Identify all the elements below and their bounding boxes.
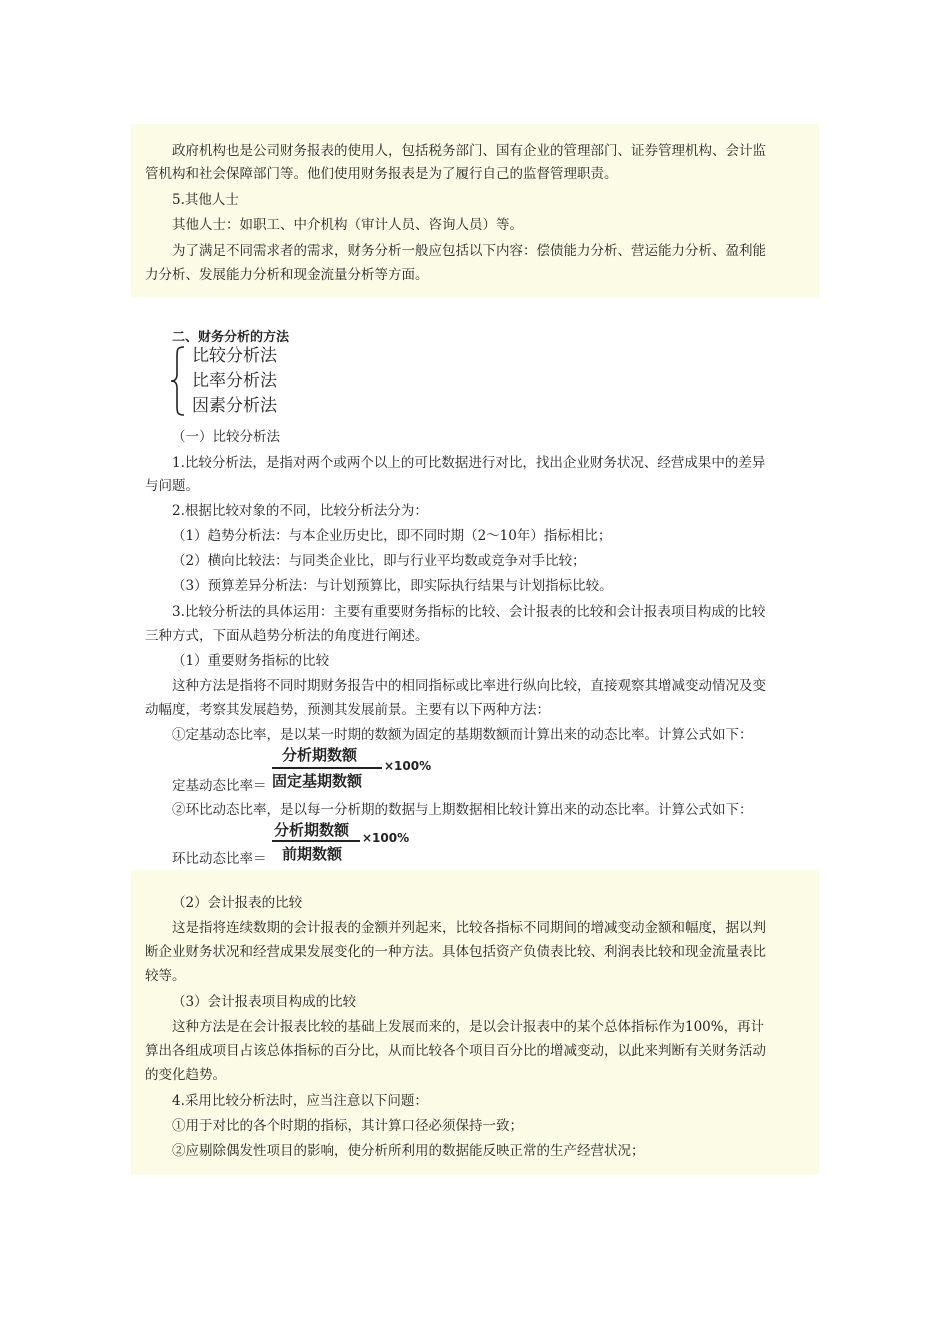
formula-chain-denominator: 前期数额 bbox=[282, 845, 343, 863]
paragraph-government-cont: 管机构和社会保障部门等。他们使用财务报表是为了履行自己的监督管理职责。 bbox=[145, 166, 618, 182]
formula-chain-bar bbox=[272, 840, 360, 842]
paragraph-types: 2.根据比较对象的不同，比较分析法分为： bbox=[172, 503, 428, 519]
subheading-statement-comparison: （2）会计报表的比较 bbox=[172, 895, 303, 911]
formula-chain-multiplier: ×100% bbox=[362, 831, 410, 845]
paragraph-item-composition-cont2: 的变化趋势。 bbox=[145, 1067, 226, 1083]
paragraph-statement-comparison: 这是指将连续数期的会计报表的金额并列起来，比较各指标不同期间的增减变动金额和幅度，据以判 bbox=[172, 920, 766, 936]
formula-fixed-bar bbox=[272, 767, 382, 769]
list-item-horizontal: （2）横向比较法：与同类企业比，即与行业平均数或竞争对手比较； bbox=[172, 553, 586, 569]
paragraph-fixed-base-ratio: ①定基动态比率，是以某一时期的数额为固定的基期数额而计算出来的动态比率。计算公式如下： bbox=[172, 727, 753, 743]
paragraph-analysis-content-cont: 力分析、发展能力分析和现金流量分析等方面。 bbox=[145, 267, 429, 283]
subheading-comparison: （一）比较分析法 bbox=[172, 429, 280, 445]
list-item-trend: （1）趋势分析法：与本企业历史比，即不同时期（2～10年）指标相比； bbox=[172, 528, 612, 544]
formula-chain-numerator: 分析期数额 bbox=[274, 821, 350, 839]
formula-fixed-multiplier: ×100% bbox=[384, 759, 432, 773]
list-item-exclude-occasional: ②应剔除偶发性项目的影响，使分析所利用的数据能反映正常的生产经营状况； bbox=[172, 1143, 645, 1159]
brace-item-ratio: 比率分析法 bbox=[192, 371, 277, 391]
paragraph-item-composition-cont1: 算出各组成项目占该总体指标的百分比，从而比较各个项目百分比的增减变动，以此来判断有关财务活动 bbox=[145, 1043, 766, 1059]
formula-fixed-fraction bbox=[270, 742, 450, 794]
subheading-item-composition: （3）会计报表项目构成的比较 bbox=[172, 994, 357, 1010]
formula-fixed-denominator: 固定基期数额 bbox=[272, 772, 363, 790]
formula-fixed-label: 定基动态比率＝ bbox=[172, 778, 267, 794]
paragraph-statement-comparison-cont2: 较等。 bbox=[145, 968, 186, 984]
paragraph-notes: 4.采用比较分析法时，应当注意以下问题： bbox=[172, 1093, 428, 1109]
paragraph-government: 政府机构也是公司财务报表的使用人，包括税务部门、国有企业的管理部门、证券管理机构、会计监 bbox=[172, 143, 766, 159]
paragraph-key-indicators: 这种方法是指将不同时期财务报告中的相同指标或比率进行纵向比较，直接观察其增减变动情况及变 bbox=[172, 678, 766, 694]
subheading-key-indicators: （1）重要财务指标的比较 bbox=[172, 653, 330, 669]
paragraph-definition-cont: 与问题。 bbox=[145, 478, 199, 494]
paragraph-chain-ratio: ②环比动态比率，是以每一分析期的数据与上期数据相比较计算出来的动态比率。计算公式如下： bbox=[172, 802, 753, 818]
paragraph-definition: 1.比较分析法，是指对两个或两个以上的可比数据进行对比，找出企业财务状况、经营成果中的差异 bbox=[172, 455, 766, 471]
paragraph-key-indicators-cont: 动幅度，考察其发展趋势，预测其发展前景。主要有以下两种方法： bbox=[145, 702, 550, 718]
paragraph-others: 其他人士：如职工、中介机构（审计人员、咨询人员）等。 bbox=[172, 217, 523, 233]
heading-others: 5.其他人士 bbox=[172, 192, 239, 208]
paragraph-item-composition: 这种方法是在会计报表比较的基础上发展而来的，是以会计报表中的某个总体指标作为100%，再计 bbox=[172, 1019, 765, 1035]
formula-fixed-numerator: 分析期数额 bbox=[282, 746, 358, 764]
brace-item-comparison: 比较分析法 bbox=[192, 346, 277, 366]
list-item-budget: （3）预算差异分析法：与计划预算比，即实际执行结果与计划指标比较。 bbox=[172, 578, 613, 594]
formula-chain-label: 环比动态比率＝ bbox=[172, 851, 267, 867]
brace-item-factor: 因素分析法 bbox=[192, 396, 277, 416]
section-heading-methods: 二、财务分析的方法 bbox=[172, 330, 290, 345]
methods-brace-diagram bbox=[168, 344, 298, 418]
paragraph-application-cont: 三种方式，下面从趋势分析法的角度进行阐述。 bbox=[145, 628, 429, 644]
paragraph-statement-comparison-cont1: 断企业财务状况和经营成果发展变化的一种方法。具体包括资产负债表比较、利润表比较和现金流量表比 bbox=[145, 944, 766, 960]
list-item-consistency: ①用于对比的各个时期的指标，其计算口径必须保持一致； bbox=[172, 1118, 523, 1134]
curly-brace-icon bbox=[168, 344, 188, 418]
paragraph-application: 3.比较分析法的具体运用：主要有重要财务指标的比较、会计报表的比较和会计报表项目构成的比较 bbox=[172, 604, 766, 620]
paragraph-analysis-content: 为了满足不同需求者的需求，财务分析一般应包括以下内容：偿债能力分析、营运能力分析、盈利能 bbox=[172, 243, 766, 259]
formula-chain-fraction bbox=[270, 817, 450, 867]
